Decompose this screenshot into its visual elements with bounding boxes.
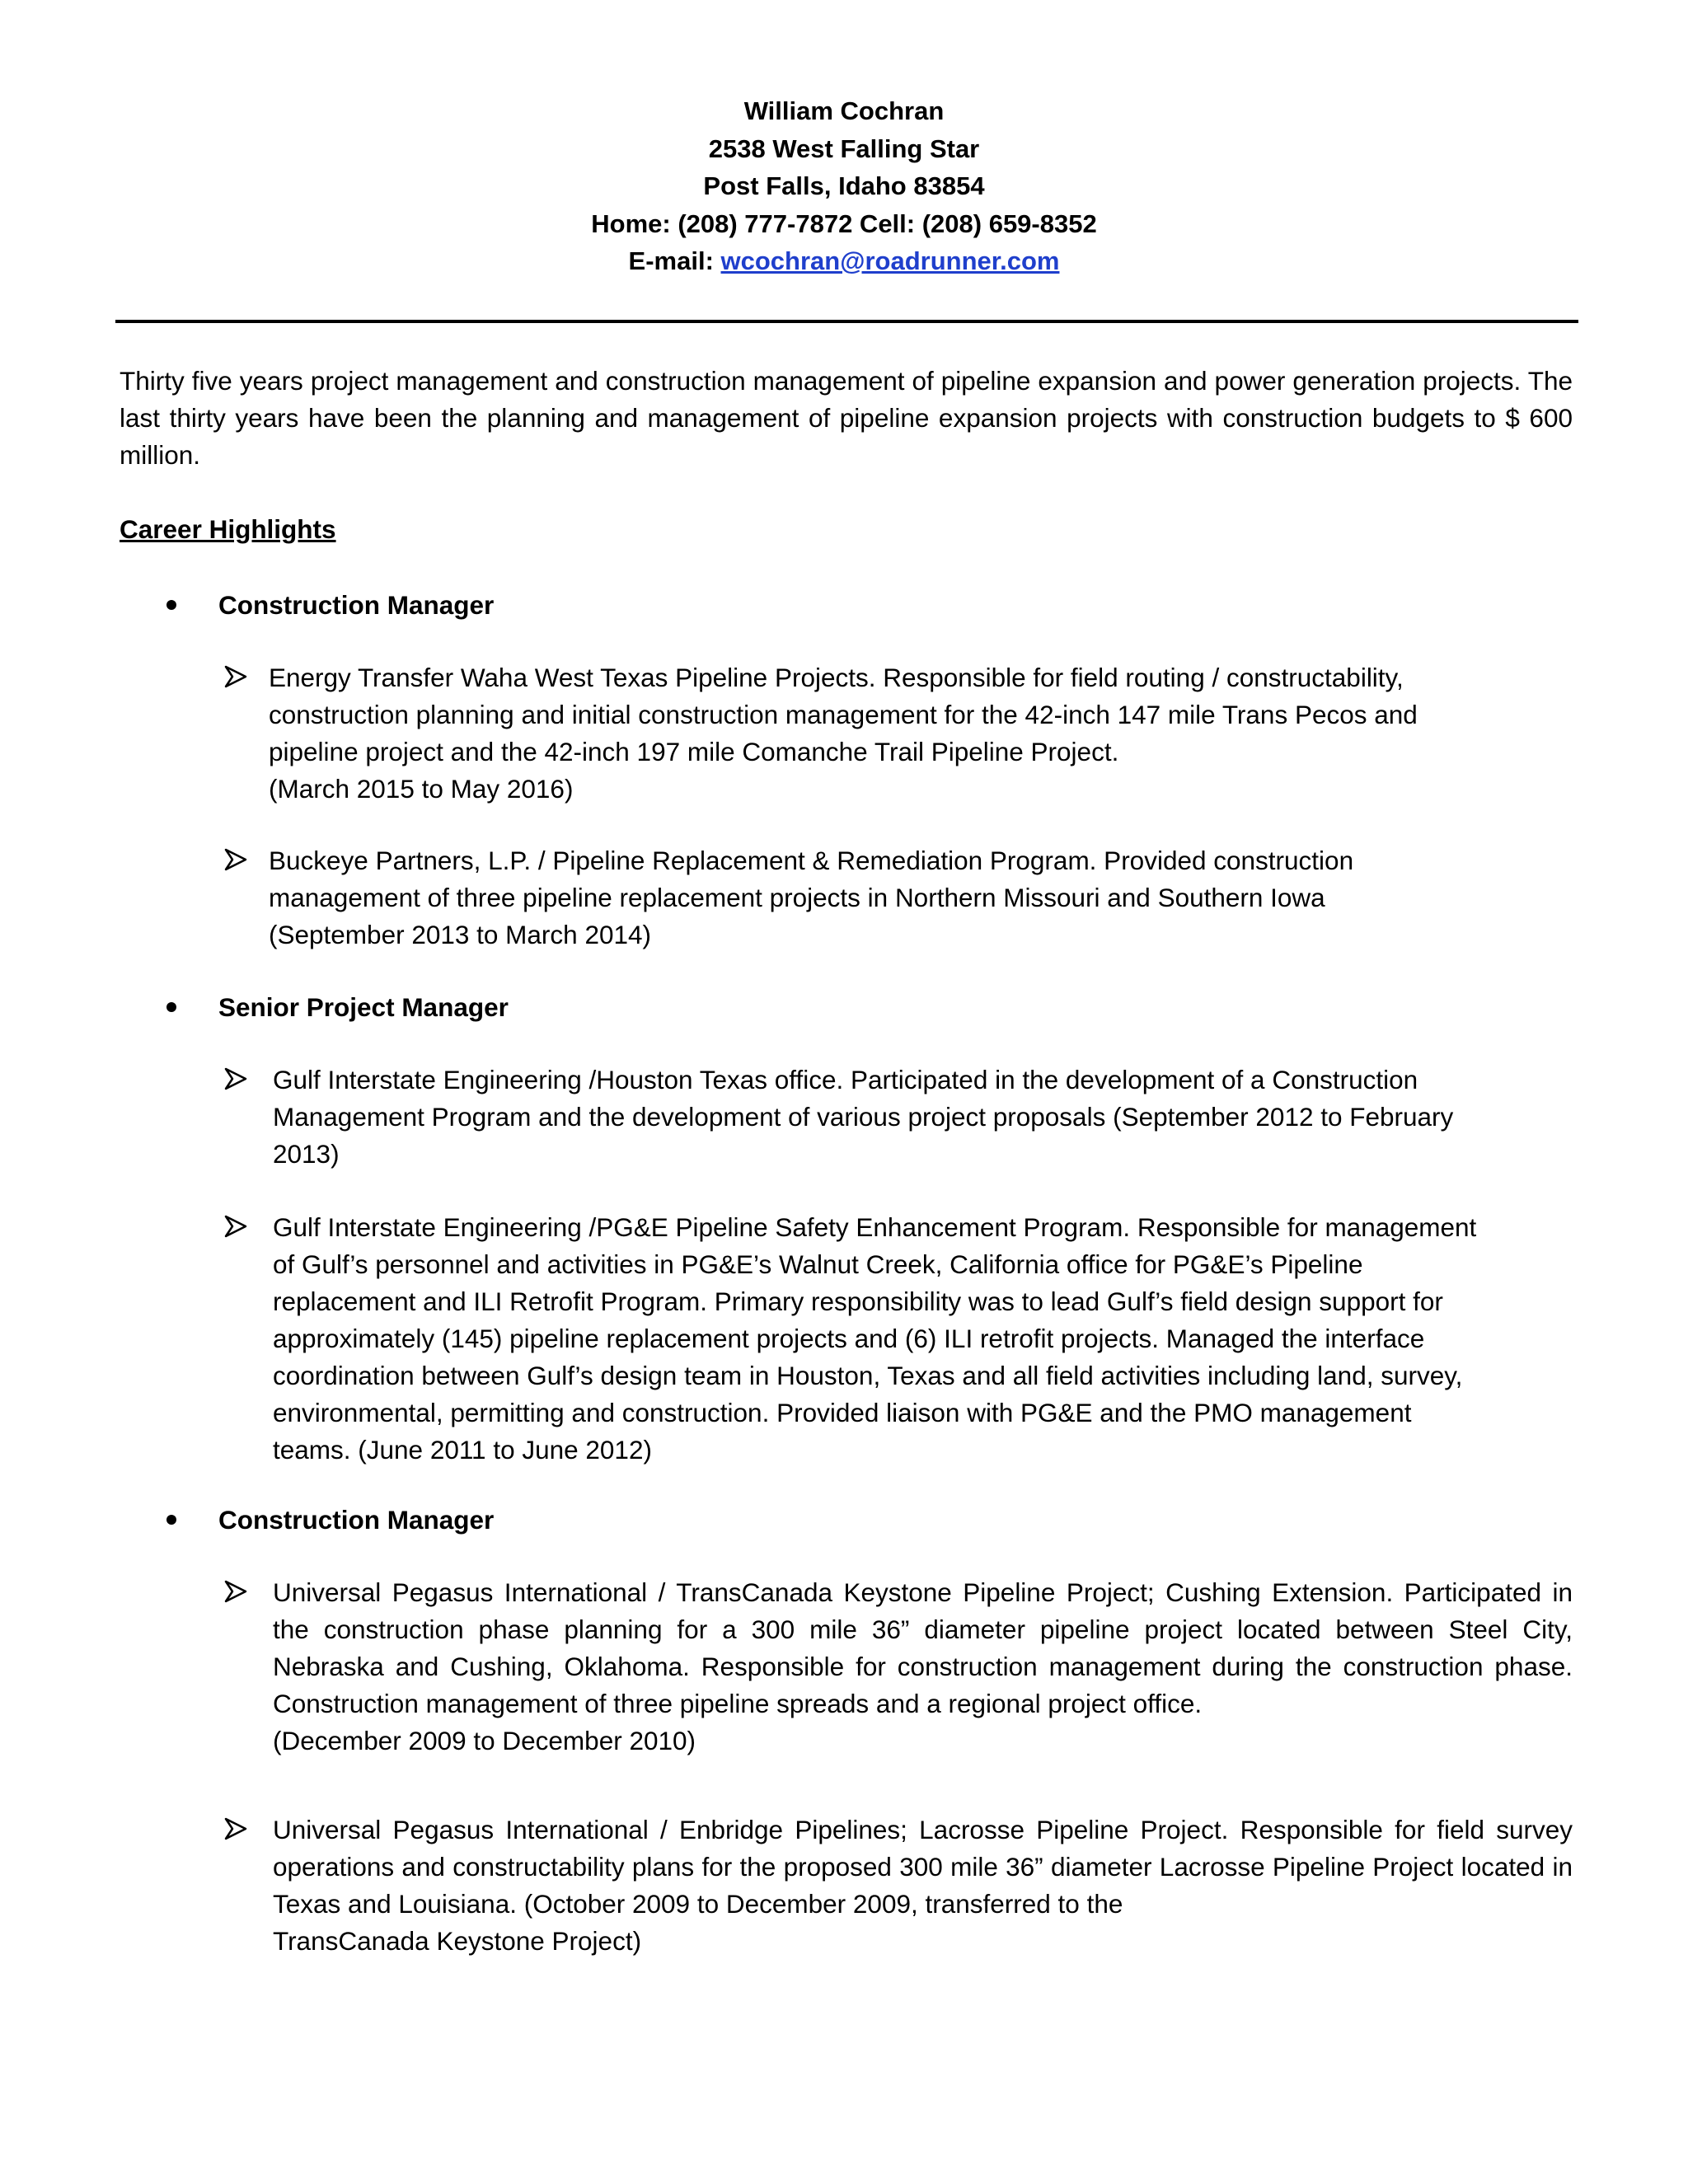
entry-text <box>273 1574 1573 1760</box>
entry-text <box>269 659 1573 808</box>
bullet-icon <box>166 600 176 610</box>
entry-line: Gulf Interstate Engineering /PG&E Pipeline Safety Enhancement Program. Responsible for management <box>273 1212 1477 1242</box>
summary-paragraph: Thirty five years project management and construction management of pipeline expansion and power generation projects. The last thirty years have been the planning and management of pipeline expansion projects with construction budgets to $ 600 million. <box>120 366 1573 470</box>
entry-line: Energy Transfer Waha West Texas Pipeline Projects. Responsible for field routing / constructability, <box>269 663 1404 692</box>
arrow-bullet-icon <box>224 1579 247 1604</box>
entry-line: coordination between Gulf’s design team in Houston, Texas and all field activities including land, survey, <box>273 1361 1463 1390</box>
email-link[interactable]: wcochran@roadrunner.com <box>720 246 1060 275</box>
entry-line: construction planning and initial construction management for the 42-inch 147 mile Trans Pecos and <box>269 700 1418 729</box>
contact-header <box>0 92 1688 280</box>
bullet-icon <box>166 1515 176 1525</box>
entry-line: Management Program and the development of various project proposals (September 2012 to February <box>273 1102 1454 1132</box>
bullet-icon <box>166 1002 176 1012</box>
entry-line: approximately (145) pipeline replacement projects and (6) ILI retrofit projects. Managed the interface <box>273 1324 1425 1353</box>
entry-date: TransCanada Keystone Project) <box>273 1926 642 1956</box>
email-line <box>0 242 1688 280</box>
entry-line: Gulf Interstate Engineering /Houston Texas office. Participated in the development of a Construction <box>273 1065 1418 1094</box>
entry-line: (September 2013 to March 2014) <box>269 920 652 949</box>
role-title: Senior Project Manager <box>218 992 509 1022</box>
role-heading <box>0 1502 1688 1539</box>
entry-date: (December 2009 to December 2010) <box>273 1726 696 1755</box>
entry-text <box>269 842 1573 954</box>
entry-line: management of three pipeline replacement projects in Northern Missouri and Southern Iowa <box>269 883 1325 912</box>
entry-line: (March 2015 to May 2016) <box>269 774 574 804</box>
entry-line: environmental, permitting and construction. Provided liaison with PG&E and the PMO management <box>273 1398 1412 1427</box>
entry-line: pipeline project and the 42-inch 197 mile Comanche Trail Pipeline Project. <box>269 737 1119 766</box>
entry-line: replacement and ILI Retrofit Program. Primary responsibility was to lead Gulf’s field design support for <box>273 1286 1443 1316</box>
header-divider <box>115 320 1578 323</box>
candidate-name: William Cochran <box>743 96 945 125</box>
entry-line: teams. (June 2011 to June 2012) <box>273 1435 652 1465</box>
entry-text <box>273 1811 1573 1960</box>
entry-line: of Gulf’s personnel and activities in PG&E’s Walnut Creek, California office for PG&E’s Pipeline <box>273 1249 1363 1279</box>
role-heading <box>0 587 1688 624</box>
role-heading <box>0 989 1688 1026</box>
entry-paragraph: Universal Pegasus International / TransCanada Keystone Pipeline Project; Cushing Extension. Participated in the construction phase planning for a 300 mile 36” diameter pipeline project located between Steel City, Nebraska and Cushing, Oklahoma. Responsible for construction management during the construction phase. Construction management of three pipeline spreads and a regional project office. <box>273 1577 1573 1718</box>
address-line-2: Post Falls, Idaho 83854 <box>703 171 985 200</box>
entry-paragraph: Universal Pegasus International / Enbridge Pipelines; Lacrosse Pipeline Project. Responsible for field survey operations and constructability plans for the proposed 300 mile 36” diameter Lacrosse Pipeline Project located in Texas and Louisiana. (October 2009 to December 2009, transferred to the <box>273 1815 1573 1919</box>
phone-numbers: Home: (208) 777-7872 Cell: (208) 659-8352 <box>591 209 1097 238</box>
role-title: Construction Manager <box>218 590 495 620</box>
arrow-bullet-icon <box>224 1066 247 1091</box>
entry-text <box>273 1209 1577 1469</box>
role-title: Construction Manager <box>218 1505 495 1535</box>
email-label: E-mail: <box>628 246 721 275</box>
career-highlights-heading: Career Highlights <box>120 514 336 544</box>
address-line-1: 2538 West Falling Star <box>708 134 980 163</box>
entry-line: Buckeye Partners, L.P. / Pipeline Replacement & Remediation Program. Provided construction <box>269 846 1354 875</box>
arrow-bullet-icon <box>224 847 247 872</box>
arrow-bullet-icon <box>224 1214 247 1239</box>
entry-line: 2013) <box>273 1139 340 1169</box>
arrow-bullet-icon <box>224 1816 247 1841</box>
entry-text <box>273 1062 1577 1173</box>
arrow-bullet-icon <box>224 664 247 689</box>
